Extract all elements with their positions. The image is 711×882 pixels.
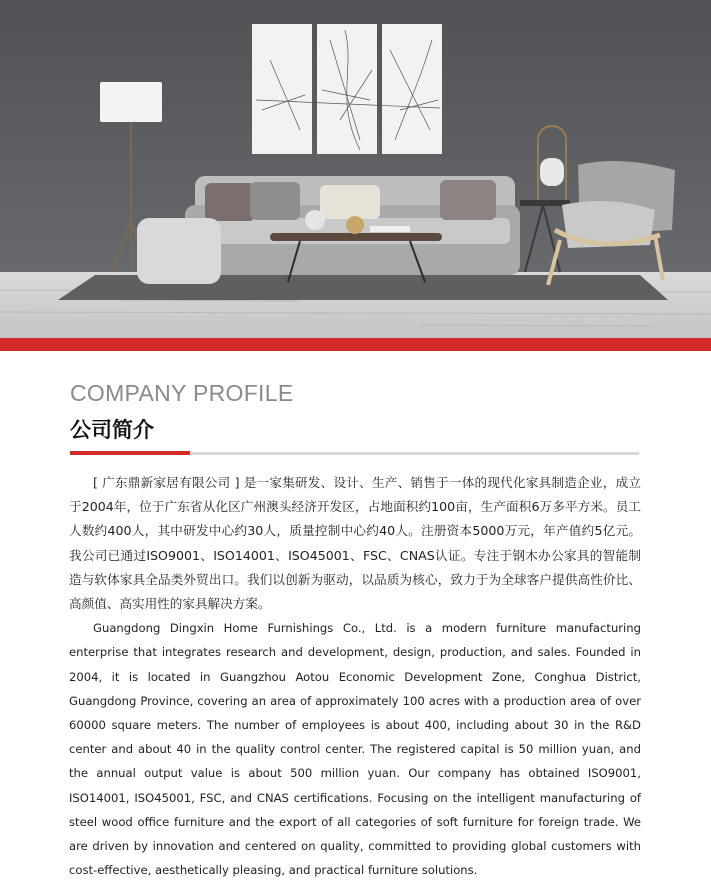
paragraph-english: Guangdong Dingxin Home Furnishings Co., Ltd. is a modern furniture manufacturing enterprise that integrates research and development, design, production, and sales. Founded in 2004, it is located in Guangzhou Aotou Economic Development Zone, Conghua District, Guangdong Province, covering an area of approximately 100 acres with a production area of over 60000 square meters. The number of employees is about 400, including about 30 in the R&D center and about 40 in the quality control center. The registered capital is 50 million yuan, and the annual output value is about 500 million yuan. Our company has obtained ISO9001, ISO14001, ISO45001, FSC, and CNAS certifications. Focusing on the intelligent manufacturing of steel wood office furniture and the export of all categories of soft furniture for foreign trade. We are driven by innovation and centered on quality, committed to providing global customers with cost-effective, aesthetically pleasing, and practical furniture solutions.	[69, 621, 641, 878]
living-room-photo	[0, 0, 711, 338]
title-underline-accent	[70, 451, 190, 455]
company-description	[69, 471, 641, 882]
wall-art	[252, 24, 442, 154]
section-title-english: COMPANY PROFILE	[70, 380, 294, 406]
ottoman	[137, 218, 221, 284]
hero-image	[0, 0, 711, 338]
paragraph-chinese: [ 广东鼎新家居有限公司 ] 是一家集研发、设计、生产、销售于一体的现代化家具制造企业，成立于2004年，位于广东省从化区广州澳头经济开发区，占地面积约100亩，生产面积6万多平方米。员工人数约400人，其中研发中心约30人，质量控制中心约40人。注册资本5000万元，年产值约5亿元。我公司已通过ISO9001、ISO14001、ISO45001、FSC、CNAS认证。专注于钢木办公家具的智能制造与软体家具全品类外贸出口。我们以创新为驱动，以品质为核心，致力于为全球客户提供高性价比、高颜值、高实用性的家具解决方案。	[69, 475, 641, 612]
section-title-chinese: 公司简介	[70, 418, 154, 442]
red-divider-bar	[0, 338, 711, 351]
